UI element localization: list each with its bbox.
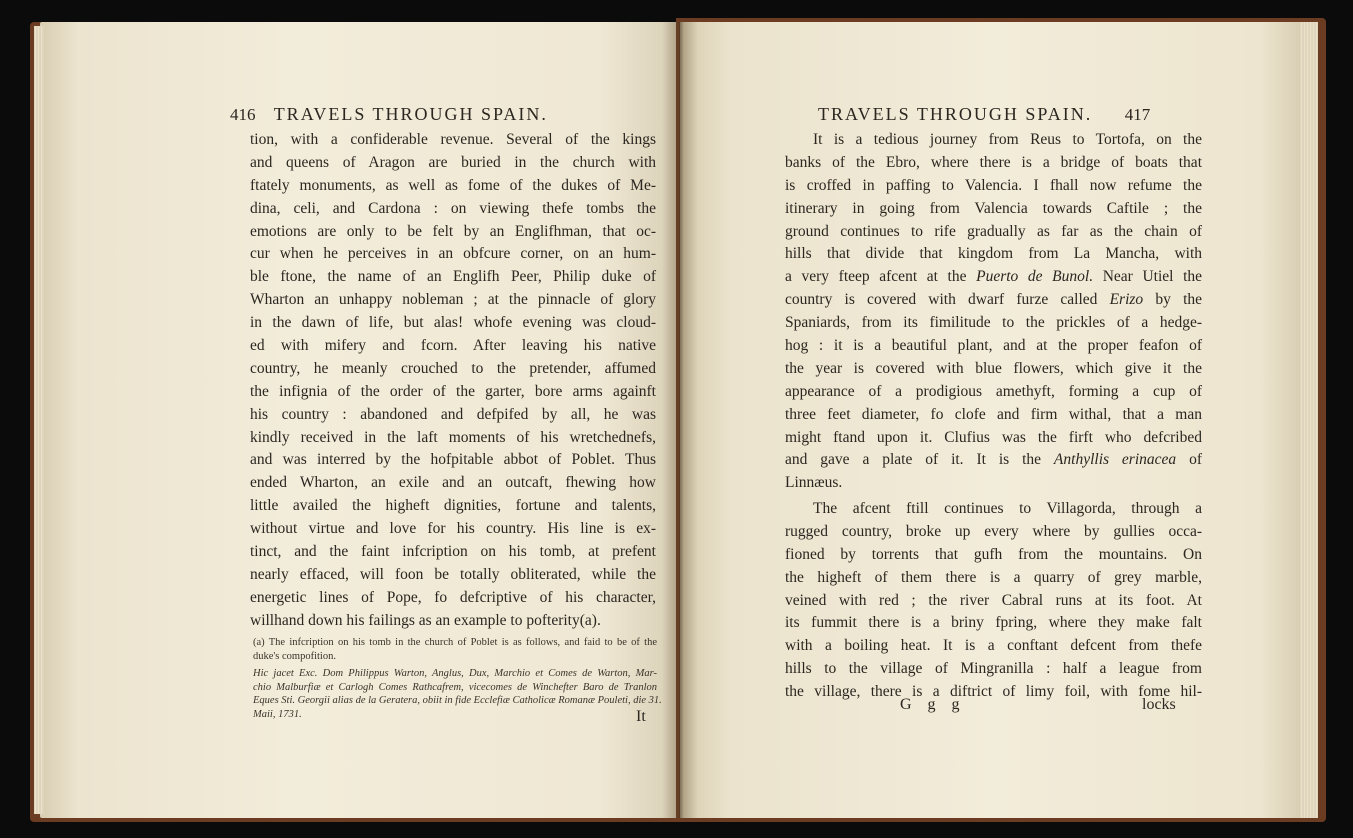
- text-line: hog : it is a beautiful plant, and at the proper feafon of: [785, 337, 1202, 355]
- text-line: Linnæus.: [785, 474, 843, 492]
- text-line: veined with red ; the river Cabral runs at its foot. At: [785, 591, 1202, 609]
- text-line: might ftand upon it. Clufius was the firft who defcribed: [785, 428, 1202, 446]
- text-line: hills that divide that kingdom from La Mancha, with: [785, 245, 1202, 263]
- text-line: the infignia of the order of the garter, bore arms againft: [250, 382, 656, 400]
- right-running-title: TRAVELS THROUGH SPAIN.: [818, 104, 1093, 124]
- text-line: The afcent ftill continues to Villagorda, through a: [813, 500, 1202, 517]
- text-line: ble ftone, the name of an Englifh Peer, Philip duke of: [250, 268, 656, 286]
- text-line: Wharton an unhappy nobleman ; at the pinnacle of glory: [250, 291, 656, 309]
- page-edges-right: [1300, 22, 1318, 818]
- text-line: his country : abandoned and defpifed by all, he was: [250, 405, 656, 423]
- text-line: is croffed in paffing to Valencia. I fhall now refume the: [785, 176, 1202, 194]
- text-line: nearly effaced, will foon be totally obliterated, while the: [250, 565, 656, 583]
- text-line: rugged country, broke up every where by gullies occa-: [785, 522, 1202, 540]
- text-line: willhand down his failings as an example to pofterity(a).: [250, 611, 601, 629]
- text-fragment: country is covered with dwarf furze called: [785, 291, 1110, 309]
- text-line: its fummit there is a briny fpring, where they make falt: [785, 614, 1202, 632]
- text-line: and was interred by the hofpitable abbot of Poblet. Thus: [250, 451, 656, 469]
- left-catchword: It: [636, 708, 646, 725]
- italic-place-name: Puerto de Bunol.: [976, 268, 1094, 286]
- text-line: in the dawn of life, but alas! whofe evening was cloud-: [250, 314, 656, 332]
- italic-species-name: Anthyllis erinacea: [1053, 451, 1177, 469]
- text-line: the village, there is a diftrict of limy foil, with fome hil-: [785, 683, 1202, 701]
- text-line: cur when he perceives in an obfcure corner, on an hum-: [250, 245, 656, 263]
- left-running-head: [230, 104, 548, 125]
- text-line: ended Wharton, an exile and an outcaft, fhewing how: [250, 474, 656, 492]
- text-line: with a boiling heat. It is a conftant defcent from thefe: [785, 637, 1202, 655]
- text-line: kindly received in the laft moments of his wretchednefs,: [250, 428, 656, 446]
- text-line: the year is covered with blue flowers, which give it the: [785, 359, 1202, 377]
- footnote-line: Maii, 1731.: [253, 708, 302, 720]
- footnote-line: Hic jacet Exc. Dom Philippus Warton, Anglus, Dux, Marchio et Comes de Warton, Mar-: [253, 668, 657, 679]
- text-line: tinct, and the faint infcription on his tomb, at prefent: [250, 543, 656, 561]
- right-paragraph-1: [785, 129, 1202, 495]
- right-catchword: locks: [1142, 696, 1176, 713]
- text-fragment: a very fteep afcent at the: [785, 268, 977, 286]
- text-line: dina, celi, and Cardona : on viewing thefe tombs the: [250, 199, 656, 217]
- text-line: ed with mifery and fcorn. After leaving his native: [250, 337, 656, 355]
- text-line: It is a tedious journey from Reus to Tortofa, on the: [813, 131, 1202, 148]
- text-fragment: Near Utiel the: [1093, 268, 1203, 286]
- book-gutter: [662, 22, 698, 818]
- text-fragment: and gave a plate of it. It is the: [785, 451, 1054, 469]
- footnote-line: chio Malburfiæ et Carlogh Comes Rathcafrem, vicecomes de Winchefter Baro de Tranlon: [253, 681, 657, 693]
- text-fragment: of: [1176, 451, 1202, 469]
- text-line: hills to the village of Mingranilla : half a league from: [785, 660, 1202, 678]
- text-line: little availed the higheft dignities, fortune and talents,: [250, 497, 656, 515]
- left-page-number: 416: [230, 105, 256, 124]
- text-line: tion, with a confiderable revenue. Several of the kings: [250, 131, 656, 148]
- text-line: three feet diameter, fo clofe and firm withal, that a man: [785, 405, 1202, 423]
- footnote-line: duke's compofition.: [253, 650, 336, 662]
- right-paragraph-2: [785, 498, 1202, 704]
- text-line: country, he meanly crouched to the pretender, affumed: [250, 359, 656, 377]
- text-line: energetic lines of Pope, fo defcriptive of his character,: [250, 588, 656, 606]
- text-line: ftately monuments, as well as fome of the dukes of Me-: [250, 176, 656, 194]
- text-line: fioned by torrents that gufh from the mountains. On: [785, 545, 1202, 563]
- signature-mark: G g g: [900, 696, 966, 713]
- text-line: emotions are only to be felt by an Englifhman, that oc-: [250, 222, 656, 240]
- footnote: [253, 636, 662, 721]
- text-line: and queens of Aragon are buried in the church with: [250, 153, 656, 171]
- text-line: appearance of a prodigious amethyft, forming a cup of: [785, 382, 1202, 400]
- footnote-line: Eques Sti. Georgii alias de la Geratera, obiit in fide Ecclefiæ Catholicæ Romanæ Pouleti, die 31.: [253, 695, 662, 706]
- footnote-line: (a) The infcription on his tomb in the church of Poblet is as follows, and faid to be of the: [253, 637, 657, 648]
- right-page-number: 417: [1124, 105, 1151, 124]
- right-running-head: [818, 104, 1150, 125]
- text-line: [785, 449, 1202, 472]
- text-fragment: by the: [1143, 291, 1202, 309]
- text-line: itinerary in going from Valencia towards Caftile ; the: [785, 199, 1202, 217]
- text-line: ground continues to rife gradually as far as the chain of: [785, 222, 1202, 240]
- italic-plant-name: Erizo: [1109, 291, 1144, 309]
- text-line: [785, 289, 1202, 312]
- left-running-title: TRAVELS THROUGH SPAIN.: [273, 104, 548, 124]
- text-line: [785, 266, 1202, 289]
- text-line: banks of the Ebro, where there is a bridge of boats that: [785, 153, 1202, 171]
- page-edges-left: [34, 26, 44, 814]
- left-body-text: [250, 129, 656, 633]
- text-line: without virtue and love for his country. His line is ex-: [250, 520, 656, 538]
- text-line: Spaniards, from its fimilitude to the prickles of a hedge-: [785, 314, 1202, 332]
- text-line: the higheft of them there is a quarry of grey marble,: [785, 568, 1202, 586]
